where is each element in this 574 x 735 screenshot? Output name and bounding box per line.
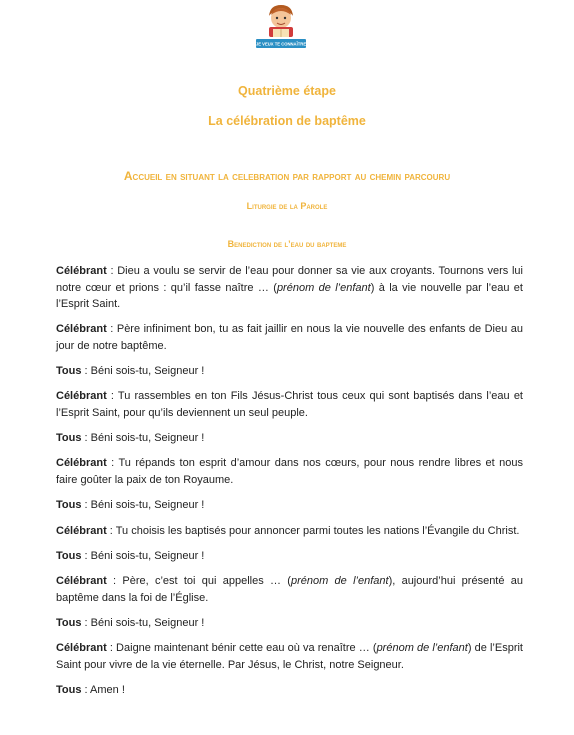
speaker-label: Célébrant — [56, 265, 107, 277]
liturgy-subheading: Liturgie de la Parole — [246, 201, 328, 211]
blessing-subheading: Benediction de l’eau du bapteme — [227, 239, 347, 249]
speaker-label: Tous — [56, 499, 82, 512]
logo-illustration — [252, 2, 310, 52]
paragraph-text: : Tu choisis les baptisés pour annoncer parmi toutes les nations l’Évangile du Christ. — [106, 524, 520, 537]
paragraph-text: : Béni sois-tu, Seigneur ! — [81, 499, 205, 512]
dialogue-paragraph — [56, 573, 523, 606]
speaker-label: Tous — [56, 432, 82, 445]
paragraph-text: : Béni sois-tu, Seigneur ! — [81, 616, 205, 629]
child-name-placeholder: prénom de l’enfant — [276, 281, 371, 294]
prayer-text — [56, 263, 523, 707]
speaker-label: Tous — [56, 684, 82, 697]
child-name-placeholder: prénom de l’enfant — [290, 575, 389, 588]
speaker-label: Célébrant — [56, 323, 107, 336]
dialogue-paragraph — [56, 363, 523, 380]
dialogue-paragraph — [56, 640, 523, 673]
dialogue-paragraph — [56, 523, 523, 540]
dialogue-paragraph — [56, 548, 523, 565]
paragraph-text: : Père, c’est toi qui appelles … ( — [106, 575, 291, 588]
speaker-label: Célébrant — [56, 575, 107, 588]
paragraph-text: : Béni sois-tu, Seigneur ! — [81, 549, 205, 562]
dialogue-paragraph — [56, 388, 523, 421]
dialogue-paragraph — [56, 682, 523, 699]
paragraph-text: : Dieu a voulu se servir de l’eau pour donner sa vie aux croyants. Tournons vers lui notre cœur et prions : qu’il fasse naître … ( — [56, 265, 523, 294]
paragraph-text: : Daigne maintenant bénir cette eau où va renaître … ( — [106, 642, 377, 655]
section-heading: Accueil en situant la celebration par rapport au chemin parcouru — [123, 169, 451, 183]
dialogue-paragraph — [56, 321, 523, 354]
child-name-placeholder: prénom de l’enfant — [376, 642, 468, 655]
page-title: La célébration de baptême — [208, 114, 366, 128]
dialogue-paragraph — [56, 615, 523, 632]
dialogue-paragraph — [56, 455, 523, 488]
logo-text: JE VEUX TE CONNAÎTRE — [255, 41, 307, 47]
speaker-label: Célébrant — [56, 390, 107, 403]
paragraph-text-end: ) à la vie nouvelle par l’eau et l’Esprit Saint. — [56, 281, 523, 310]
speaker-label: Tous — [56, 365, 82, 378]
paragraph-text-end: ) de l’Esprit Saint pour vivre de la vie éternelle. Par Jésus, le Christ, notre Seigneur. — [56, 642, 523, 671]
speaker-label: Célébrant — [56, 642, 107, 655]
speaker-label: Célébrant — [56, 457, 107, 470]
paragraph-text: : Père infiniment bon, tu as fait jaillir en nous la vie nouvelle des enfants de Dieu au jour de notre baptême. — [56, 323, 523, 352]
dialogue-paragraph — [56, 497, 523, 514]
paragraph-text: : Tu rassembles en ton Fils Jésus-Christ tous ceux qui sont baptisés dans l’eau et l’Esprit Saint, pour qu’ils deviennent un seul peuple. — [56, 390, 523, 419]
speaker-label: Tous — [56, 616, 82, 629]
dialogue-paragraph — [56, 263, 523, 313]
paragraph-text-end: ), aujourd’hui présenté au baptême dans la foi de l’Église. — [56, 575, 524, 604]
speaker-label: Célébrant — [56, 524, 107, 537]
paragraph-text: : Amen ! — [81, 684, 125, 697]
paragraph-text: : Tu répands ton esprit d’amour dans nos cœurs, pour nous rendre libres et nous faire goûter la paix de ton Royaume. — [56, 457, 523, 486]
speaker-label: Tous — [56, 549, 82, 562]
dialogue-paragraph — [56, 430, 523, 447]
paragraph-text: : Béni sois-tu, Seigneur ! — [81, 365, 205, 378]
paragraph-text: : Béni sois-tu, Seigneur ! — [81, 432, 205, 445]
step-heading: Quatrième étape — [238, 84, 336, 98]
